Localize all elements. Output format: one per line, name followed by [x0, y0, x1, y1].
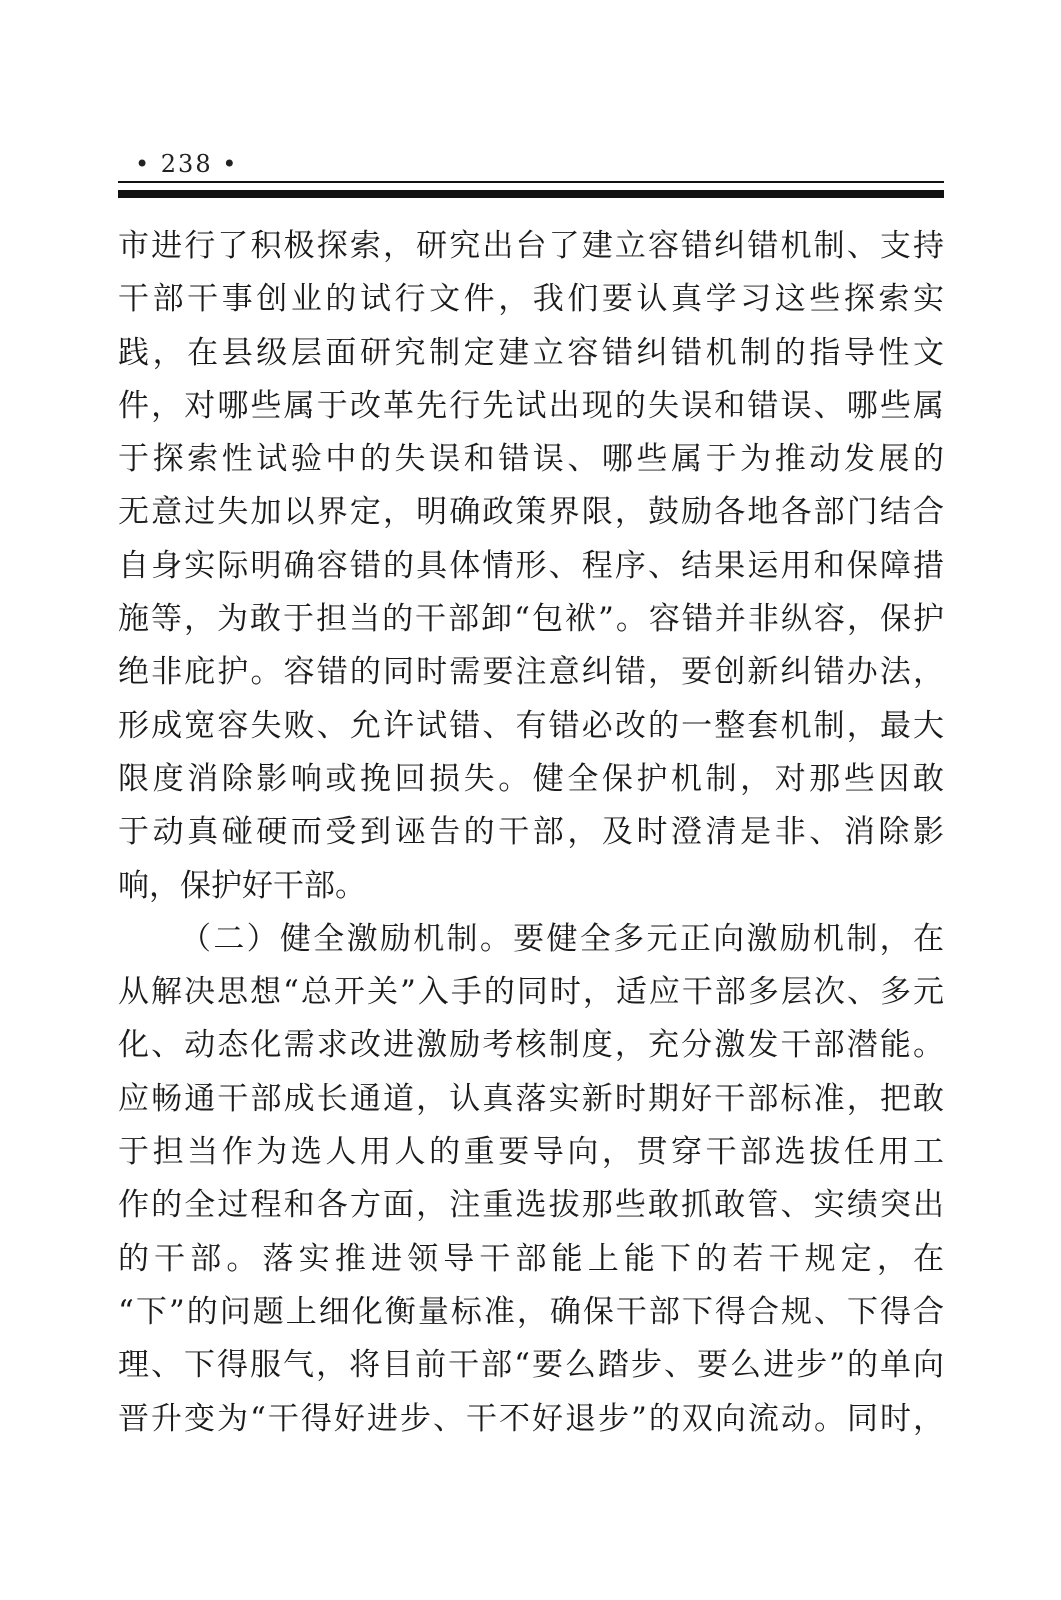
text-line: 化、动态化需求改进激励考核制度，充分激发干部潜能。 [118, 1027, 944, 1064]
header-rule-thin [118, 181, 944, 183]
header-rule-thick [118, 190, 944, 198]
page-number: • 238 • [135, 150, 239, 178]
text-line: 件，对哪些属于改革先行先试出现的失误和错误、哪些属 [118, 387, 944, 424]
text-line: 于动真碰硬而受到诬告的干部，及时澄清是非、消除影 [118, 814, 944, 851]
text-line: 施等，为敢于担当的干部卸“包袱”。容错并非纵容，保护 [118, 601, 944, 638]
text-line: 形成宽容失败、允许试错、有错必改的一整套机制，最大 [118, 707, 944, 744]
text-line: 干部干事创业的试行文件，我们要认真学习这些探索实 [118, 281, 944, 318]
text-line: 响，保护好干部。 [118, 867, 366, 904]
text-line: 从解决思想“总开关”入手的同时，适应干部多层次、多元 [118, 974, 944, 1011]
text-line: 于担当作为选人用人的重要导向，贯穿干部选拔任用工 [118, 1134, 944, 1171]
text-line: 践，在县级层面研究制定建立容错纠错机制的指导性文 [118, 334, 944, 371]
text-line: “下”的问题上细化衡量标准，确保干部下得合规、下得合 [118, 1293, 944, 1330]
body-text [118, 220, 944, 1446]
text-line: 于探索性试验中的失误和错误、哪些属于为推动发展的 [118, 441, 944, 478]
text-line: 的干部。落实推进领导干部能上能下的若干规定，在 [118, 1240, 944, 1277]
text-line: 绝非庇护。容错的同时需要注意纠错，要创新纠错办法， [118, 654, 944, 691]
text-line: 限度消除影响或挽回损失。健全保护机制，对那些因敢 [118, 760, 944, 797]
text-line: 理、下得服气，将目前干部“要么踏步、要么进步”的单向 [118, 1347, 944, 1384]
text-line: 自身实际明确容错的具体情形、程序、结果运用和保障措 [118, 547, 944, 584]
text-line: 市进行了积极探索，研究出台了建立容错纠错机制、支持 [118, 228, 944, 264]
text-line: 无意过失加以界定，明确政策界限，鼓励各地各部门结合 [118, 494, 944, 531]
section-heading-line: （二）健全激励机制。要健全多元正向激励机制，在 [180, 920, 944, 957]
text-line: 作的全过程和各方面，注重选拔那些敢抓敢管、实绩突出 [118, 1187, 944, 1224]
text-line: 晋升变为“干得好进步、干不好退步”的双向流动。同时， [118, 1400, 944, 1437]
text-line: 应畅通干部成长通道，认真落实新时期好干部标准，把敢 [118, 1080, 944, 1117]
